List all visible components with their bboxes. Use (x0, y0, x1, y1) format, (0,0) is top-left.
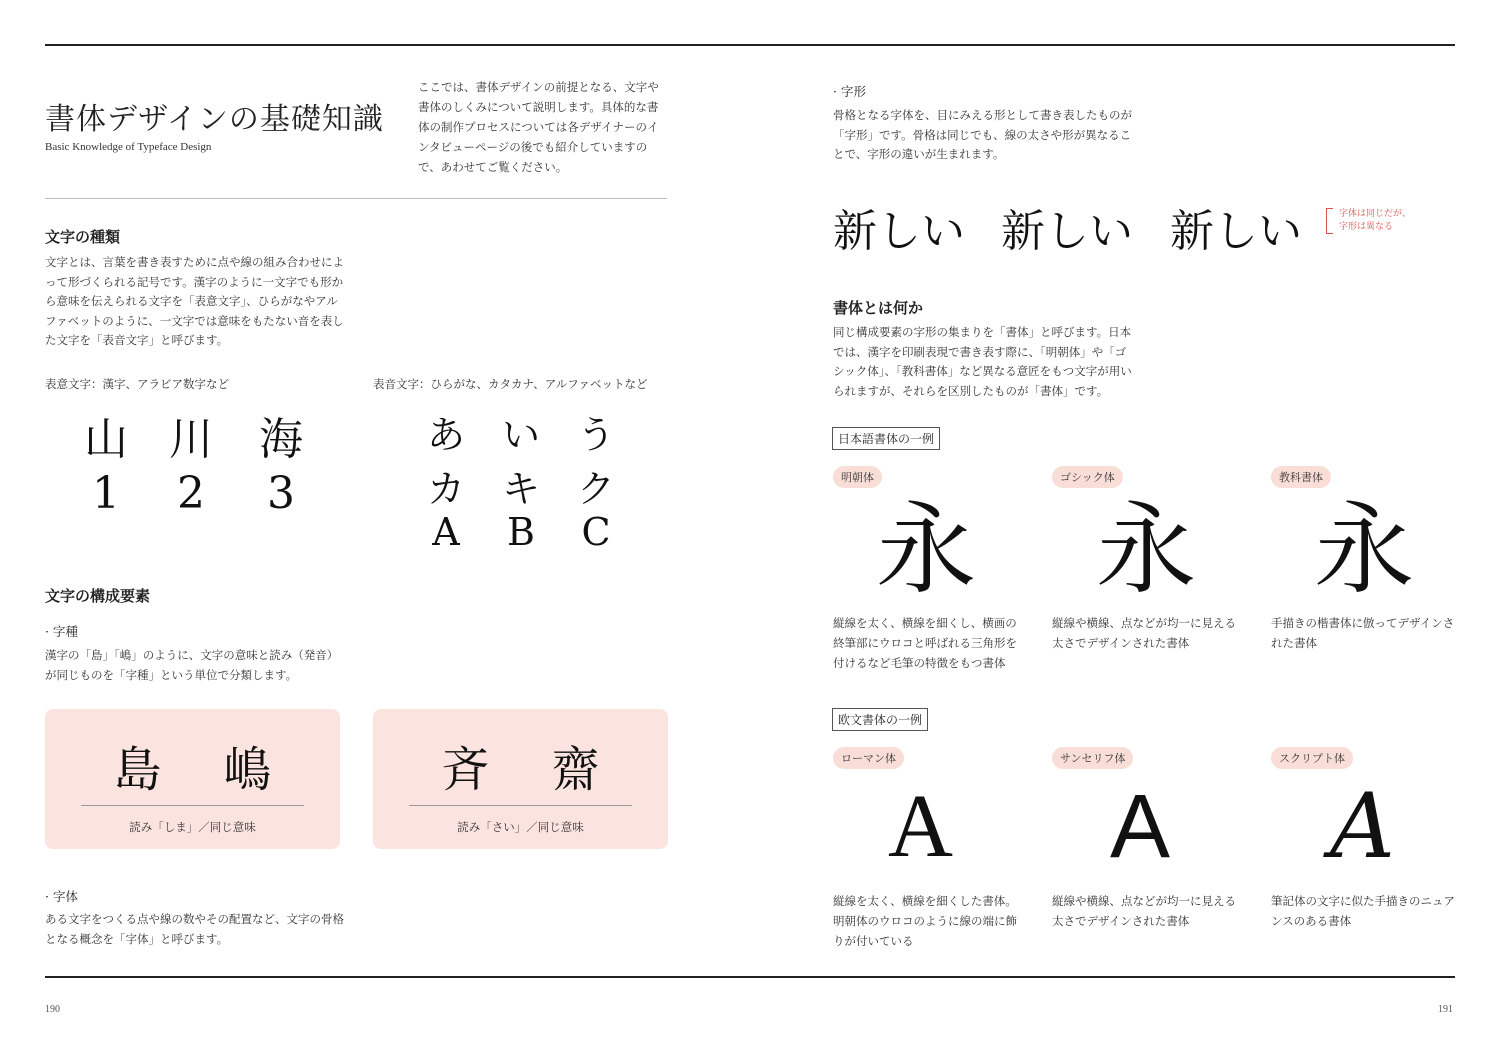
typeface-description: 縦線や横線、点などが均一に見える太さでデザインされた書体 (1052, 894, 1236, 928)
typeface-description: 縦線を太く、横線を細くした書体。明朝体のウロコのように線の端に飾りが付いている (833, 894, 1017, 948)
typeface-name-pill: ローマン体 (833, 747, 904, 769)
typeface-name-pill: サンセリフ体 (1052, 747, 1133, 769)
note-line: 字形は異なる (1339, 222, 1394, 232)
glyph-shape-sample: 新しい (1170, 206, 1302, 257)
alphabet-glyph: B (507, 510, 535, 554)
page-subtitle: Basic Knowledge of Typeface Design (45, 141, 212, 153)
script-glyph: A (1330, 774, 1395, 879)
box-divider (81, 805, 304, 806)
ideographic-glyph: 山 (84, 414, 128, 465)
section-heading-types: 文字の種類 (45, 228, 121, 246)
box-glyph: 島 (113, 742, 162, 798)
katakana-glyph: ク (576, 467, 615, 511)
shape-note (1339, 208, 1411, 234)
roman-glyph: A (888, 777, 953, 876)
phonetic-label: 表音文字：ひらがな、カタカナ、アルファベットなど (373, 377, 648, 391)
numeral-glyph: 3 (267, 468, 295, 519)
hiragana-glyph: い (501, 413, 540, 457)
intro-text: ここでは、書体デザインの前提となる、文字や書体のしくみについて説明します。具体的な書体の制作プロセスについては各デザイナーのインタビューページの後でも紹介していますので、あわせてご覧ください。 (418, 80, 659, 174)
ideographic-label: 表意文字：漢字、アラビア数字など (45, 377, 229, 391)
hiragana-glyph: あ (426, 413, 465, 457)
example-box-sai (373, 709, 668, 849)
kyokasho-glyph: 永 (1314, 491, 1414, 608)
glyph-shape-sample: 新しい (833, 206, 965, 257)
hiragana-glyph: う (576, 413, 615, 457)
typeface-description: 手描きの楷書体に倣ってデザインされた書体 (1271, 616, 1455, 650)
western-typeface-label: 欧文書体の一例 (832, 708, 928, 731)
sans-serif-glyph: A (1110, 777, 1171, 877)
glyph-shape-sample: 新しい (1001, 206, 1133, 257)
katakana-glyph: キ (501, 467, 540, 511)
typeface-name-pill: スクリプト体 (1271, 747, 1353, 769)
japanese-typeface-label: 日本語書体の一例 (832, 427, 940, 450)
section-heading-typeface: 書体とは何か (833, 299, 924, 317)
katakana-glyph: カ (426, 467, 465, 511)
example-box-shima (45, 709, 340, 849)
typeface-name-pill: 教科書体 (1271, 466, 1331, 488)
box-caption: 読み「さい」／同じ意味 (457, 820, 584, 834)
numeral-glyph: 2 (177, 468, 205, 519)
bracket-mark (1326, 208, 1333, 234)
subheading-jishu: · 字種 (45, 624, 78, 639)
subheading-jikei: · 字形 (833, 84, 866, 99)
typeface-description: 縦線や横線、点などが均一に見える太さでデザインされた書体 (1052, 616, 1236, 650)
typeface-description: 筆記体の文字に似た手描きのニュアンスのある書体 (1271, 894, 1455, 928)
box-glyph: 齋 (551, 742, 600, 798)
box-glyph: 嶋 (223, 742, 272, 798)
numeral-glyph: 1 (92, 468, 120, 519)
typeface-body: 同じ構成要素の字形の集まりを「書体」と呼びます。日本では、漢字を印刷表現で書き表す際に、「明朝体」や「ゴシック体」、「教科書体」など異なる意匠をもつ文字が用いられますが、それらを区別したものが「書体」です。 (833, 325, 1132, 398)
typeface-name-pill: 明朝体 (833, 466, 882, 488)
top-rule (45, 44, 1455, 46)
page-number-left: 190 (45, 1004, 60, 1015)
alphabet-glyph: C (581, 510, 611, 554)
section-body-types: 文字とは、言葉を書き表すために点や線の組み合わせによって形づくられる記号です。漢字のように一文字でも形から意味を伝えられる文字を「表意文字」、ひらがなやアルファベットのように、一文字では意味をもたない音を表した文字を「表音文字」と呼びます。 (45, 255, 344, 347)
page-title: 書体デザインの基礎知識 (45, 102, 384, 137)
typeface-name-pill: ゴシック体 (1052, 466, 1123, 488)
ideographic-glyph: 川 (169, 414, 213, 465)
section-heading-elements: 文字の構成要素 (45, 587, 151, 605)
ideographic-glyph: 海 (259, 414, 303, 465)
page-number-right: 191 (1438, 1004, 1453, 1015)
title-divider (45, 198, 667, 199)
mincho-glyph: 永 (876, 491, 976, 608)
gothic-glyph: 永 (1096, 491, 1196, 608)
alphabet-glyph: A (432, 510, 460, 554)
box-divider (409, 805, 632, 806)
subheading-jitai: · 字体 (45, 889, 78, 904)
note-line: 字体は同じだが、 (1339, 209, 1412, 219)
box-caption: 読み「しま」／同じ意味 (129, 820, 256, 834)
jishu-body: 漢字の「島」「嶋」のように、文字の意味と読み（発音）が同じものを「字種」という単位で分類します。 (45, 648, 339, 682)
bottom-rule (45, 976, 1455, 978)
jikei-body: 骨格となる字体を、目にみえる形として書き表したものが「字形」です。骨格は同じでも、線の太さや形が異なることで、字形の違いが生まれます。 (833, 108, 1132, 161)
box-glyph: 斉 (441, 742, 490, 798)
jitai-body: ある文字をつくる点や線の数やその配置など、文字の骨格となる概念を「字体」と呼びます。 (45, 912, 344, 946)
typeface-description: 縦線を太く、横線を細くし、横画の終筆部にウロコと呼ばれる三角形を付けるなど毛筆の特徴をもつ書体 (833, 616, 1017, 670)
